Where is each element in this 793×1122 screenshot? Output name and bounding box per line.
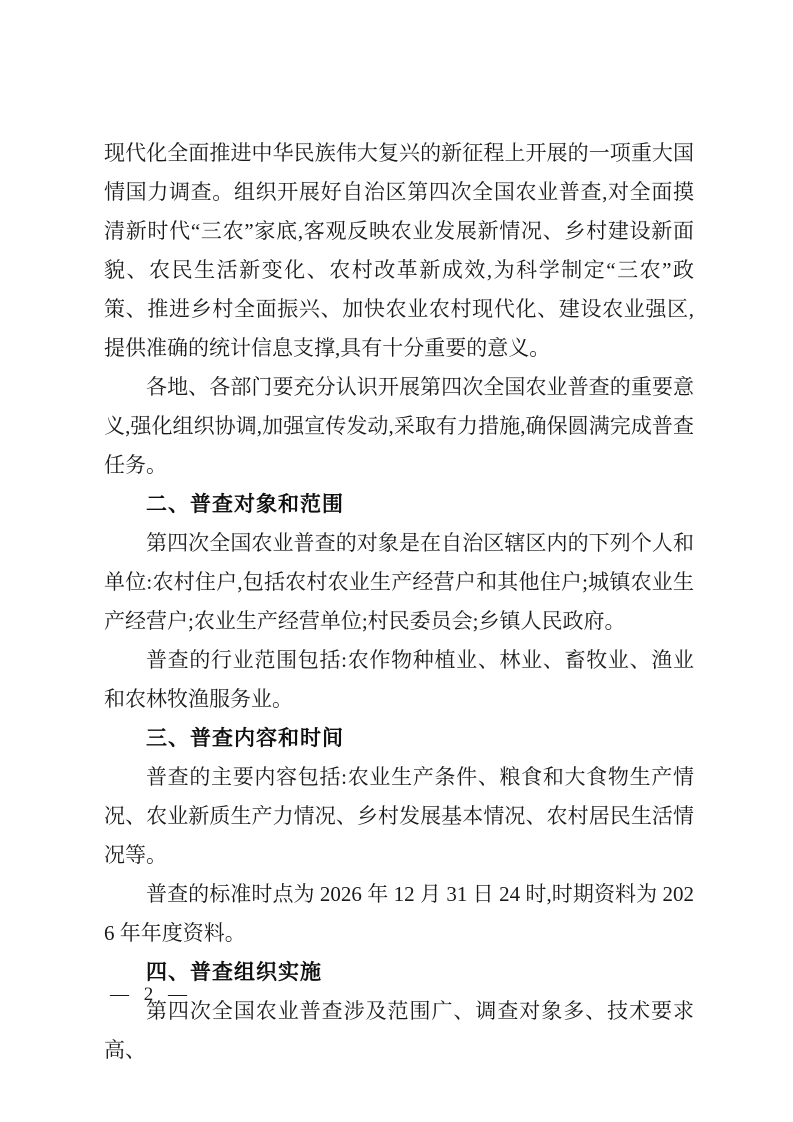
- document-body: [104, 134, 694, 1070]
- paragraph: 普查的标准时点为 2026 年 12 月 31 日 24 时,时期资料为 2026 年年度资料。: [104, 882, 694, 945]
- paragraph: 普查的主要内容包括:农业生产条件、粮食和大食物生产情况、农业新质生产力情况、乡村发展基本情况、农村居民生活情况等。: [104, 765, 694, 867]
- section-heading-3: 三、普查内容和时间: [146, 727, 344, 750]
- paragraph: 第四次全国农业普查涉及范围广、调查对象多、技术要求高、: [104, 999, 694, 1062]
- paragraph: 第四次全国农业普查的对象是在自治区辖区内的下列个人和单位:农村住户,包括农村农业生产经营户和其他住户;城镇农业生产经营户;农业生产经营单位;村民委员会;乡镇人民政府。: [104, 531, 694, 633]
- section-heading-4: 四、普查组织实施: [146, 961, 322, 984]
- section-heading-2: 二、普查对象和范围: [146, 493, 344, 516]
- paragraph: 普查的行业范围包括:农作物种植业、林业、畜牧业、渔业和农林牧渔服务业。: [104, 648, 694, 711]
- page-number: — 2 —: [110, 984, 192, 1005]
- paragraph-continuation: 现代化全面推进中华民族伟大复兴的新征程上开展的一项重大国情国力调查。组织开展好自治区第四次全国农业普查,对全面摸清新时代“三农”家底,客观反映农业发展新情况、乡村建设新面貌、农民生活新变化、农村改革新成效,为科学制定“三农”政策、推进乡村全面振兴、加快农业农村现代化、建设农业强区,提供准确的统计信息支撑,具有十分重要的意义。: [104, 141, 694, 360]
- paragraph: 各地、各部门要充分认识开展第四次全国农业普查的重要意义,强化组织协调,加强宣传发动,采取有力措施,确保圆满完成普查任务。: [104, 375, 694, 477]
